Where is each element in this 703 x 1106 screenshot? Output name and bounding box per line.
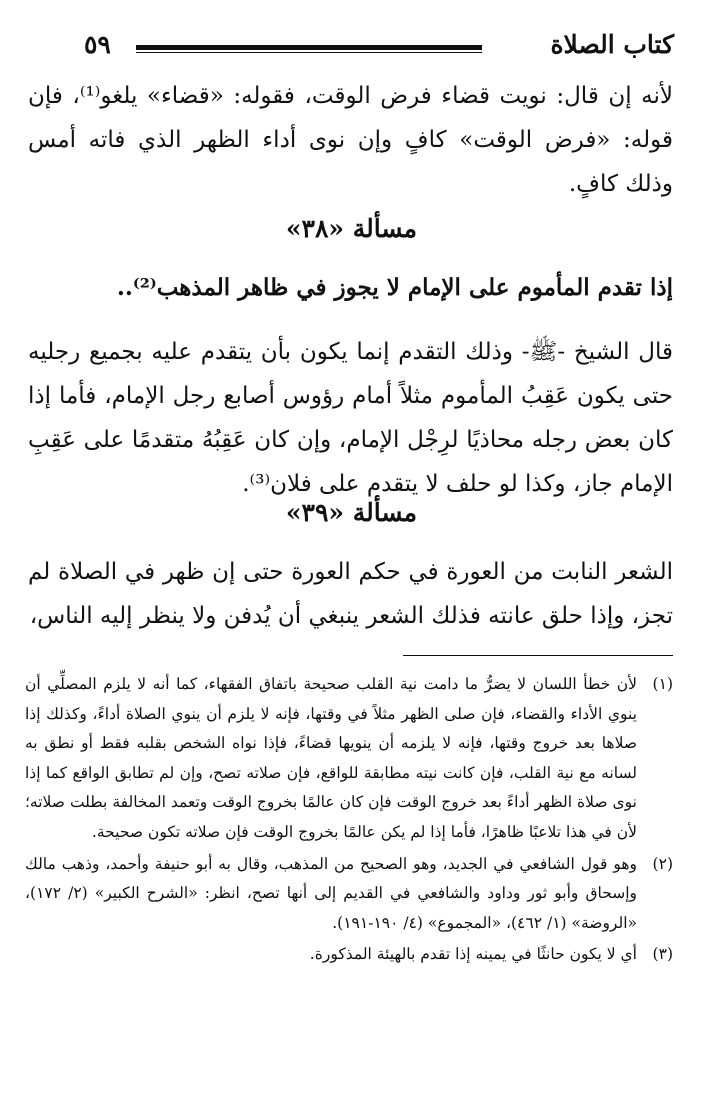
- footnote-2: [25, 850, 673, 939]
- footnote-text: لأن خطأ اللسان لا يضرُّ ما دامت نية القلب صحيحة باتفاق الفقهاء، كما أنه لا يلزم المصلِّي أن ينوي الأداء والقضاء، فإن صلى الظهر مثلاً في وقتها، فإنه لا يلزم أن ينوي الصلاة أداءً، وكذلك إذا صلاها بعد خروج وقتها، فإنه لا يلزمه أن ينويها قضاءً، فإذا نواه الشخص بقلبه فقط أو نطق به لسانه مع نية القلب، فإن كانت نيته مطابقة للواقع، فإن صلاته تصح، وإن لم تطابق الواقع كما إذا نوى صلاة الظهر أداءً بعد خروج الوقت فإن كان عالمًا بخروج الوقت وتعمد المخالفة بطلت صلاته؛ لأن في هذا تلاعبًا ظاهرًا، فأما إذا لم يكن عالمًا بخروج الوقت فإن صلاته تكون صحيحة.: [25, 675, 637, 841]
- footnote-number: (٣): [652, 945, 673, 964]
- footnote-3: [25, 940, 673, 970]
- footnote-text: أي لا يكون حانثًا في يمينه إذا تقدم بالهيئة المذكورة.: [309, 945, 637, 964]
- masala-38-title: مسألة «٣٨»: [285, 214, 418, 243]
- footnote-number: (١): [652, 675, 673, 693]
- page-header: [84, 28, 674, 68]
- header-rule: [136, 45, 482, 53]
- footnote-separator: [403, 655, 673, 656]
- footnotes: [25, 670, 673, 972]
- page-number: ٥٩: [84, 30, 111, 59]
- chapter-title: كتاب الصلاة: [550, 30, 674, 59]
- masala-38-heading: إذا تقدم المأموم على الإمام لا يجوز في ظاهر المذهب⁽²⁾..: [116, 274, 673, 301]
- masala-38-text: قال الشيخ -ﷺ- وذلك التقدم إنما يكون بأن يتقدم عليه بجميع رجليه حتى يكون عَقِبُ المأموم مثلاً أمام رؤوس أصابع رجل الإمام، فأما إذا كان بعض رجله محاذيًا لرِجْل الإمام، وإن كان عَقِبُهُ متقدمًا على عَقِبِ الإمام جاز، وكذا لو حلف لا يتقدم على فلان⁽³⁾.: [28, 339, 673, 497]
- masala-39-text: الشعر النابت من العورة في حكم العورة حتى إن ظهر في الصلاة لم تجز، وإذا حلق عانته فذلك الشعر ينبغي أن يُدفن ولا ينظر إليه الناس،: [28, 559, 673, 629]
- footnote-text: وهو قول الشافعي في الجديد، وهو الصحيح من المذهب، وقال به أبو حنيفة وأحمد، وذهب مالك وإسحاق وأبو ثور وداود والشافعي في القديم إلى أنها تصح، انظر: «الشرح الكبير» (٢/ ١٧٢)، «الروضة» (١/ ٤٦٢)، «المجموع» (٤/ ١٩٠-١٩١).: [25, 854, 637, 932]
- paragraph-continuation: لأنه إن قال: نويت قضاء فرض الوقت، فقوله: «قضاء» يلغو⁽¹⁾، فإن قوله: «فرض الوقت» كافٍ وإن نوى أداء الظهر الذي فاته أمس وذلك كافٍ.: [28, 83, 673, 197]
- footnote-1: [25, 670, 673, 848]
- masala-39-title: مسألة «٣٩»: [285, 498, 418, 527]
- footnote-number: (٢): [652, 854, 673, 873]
